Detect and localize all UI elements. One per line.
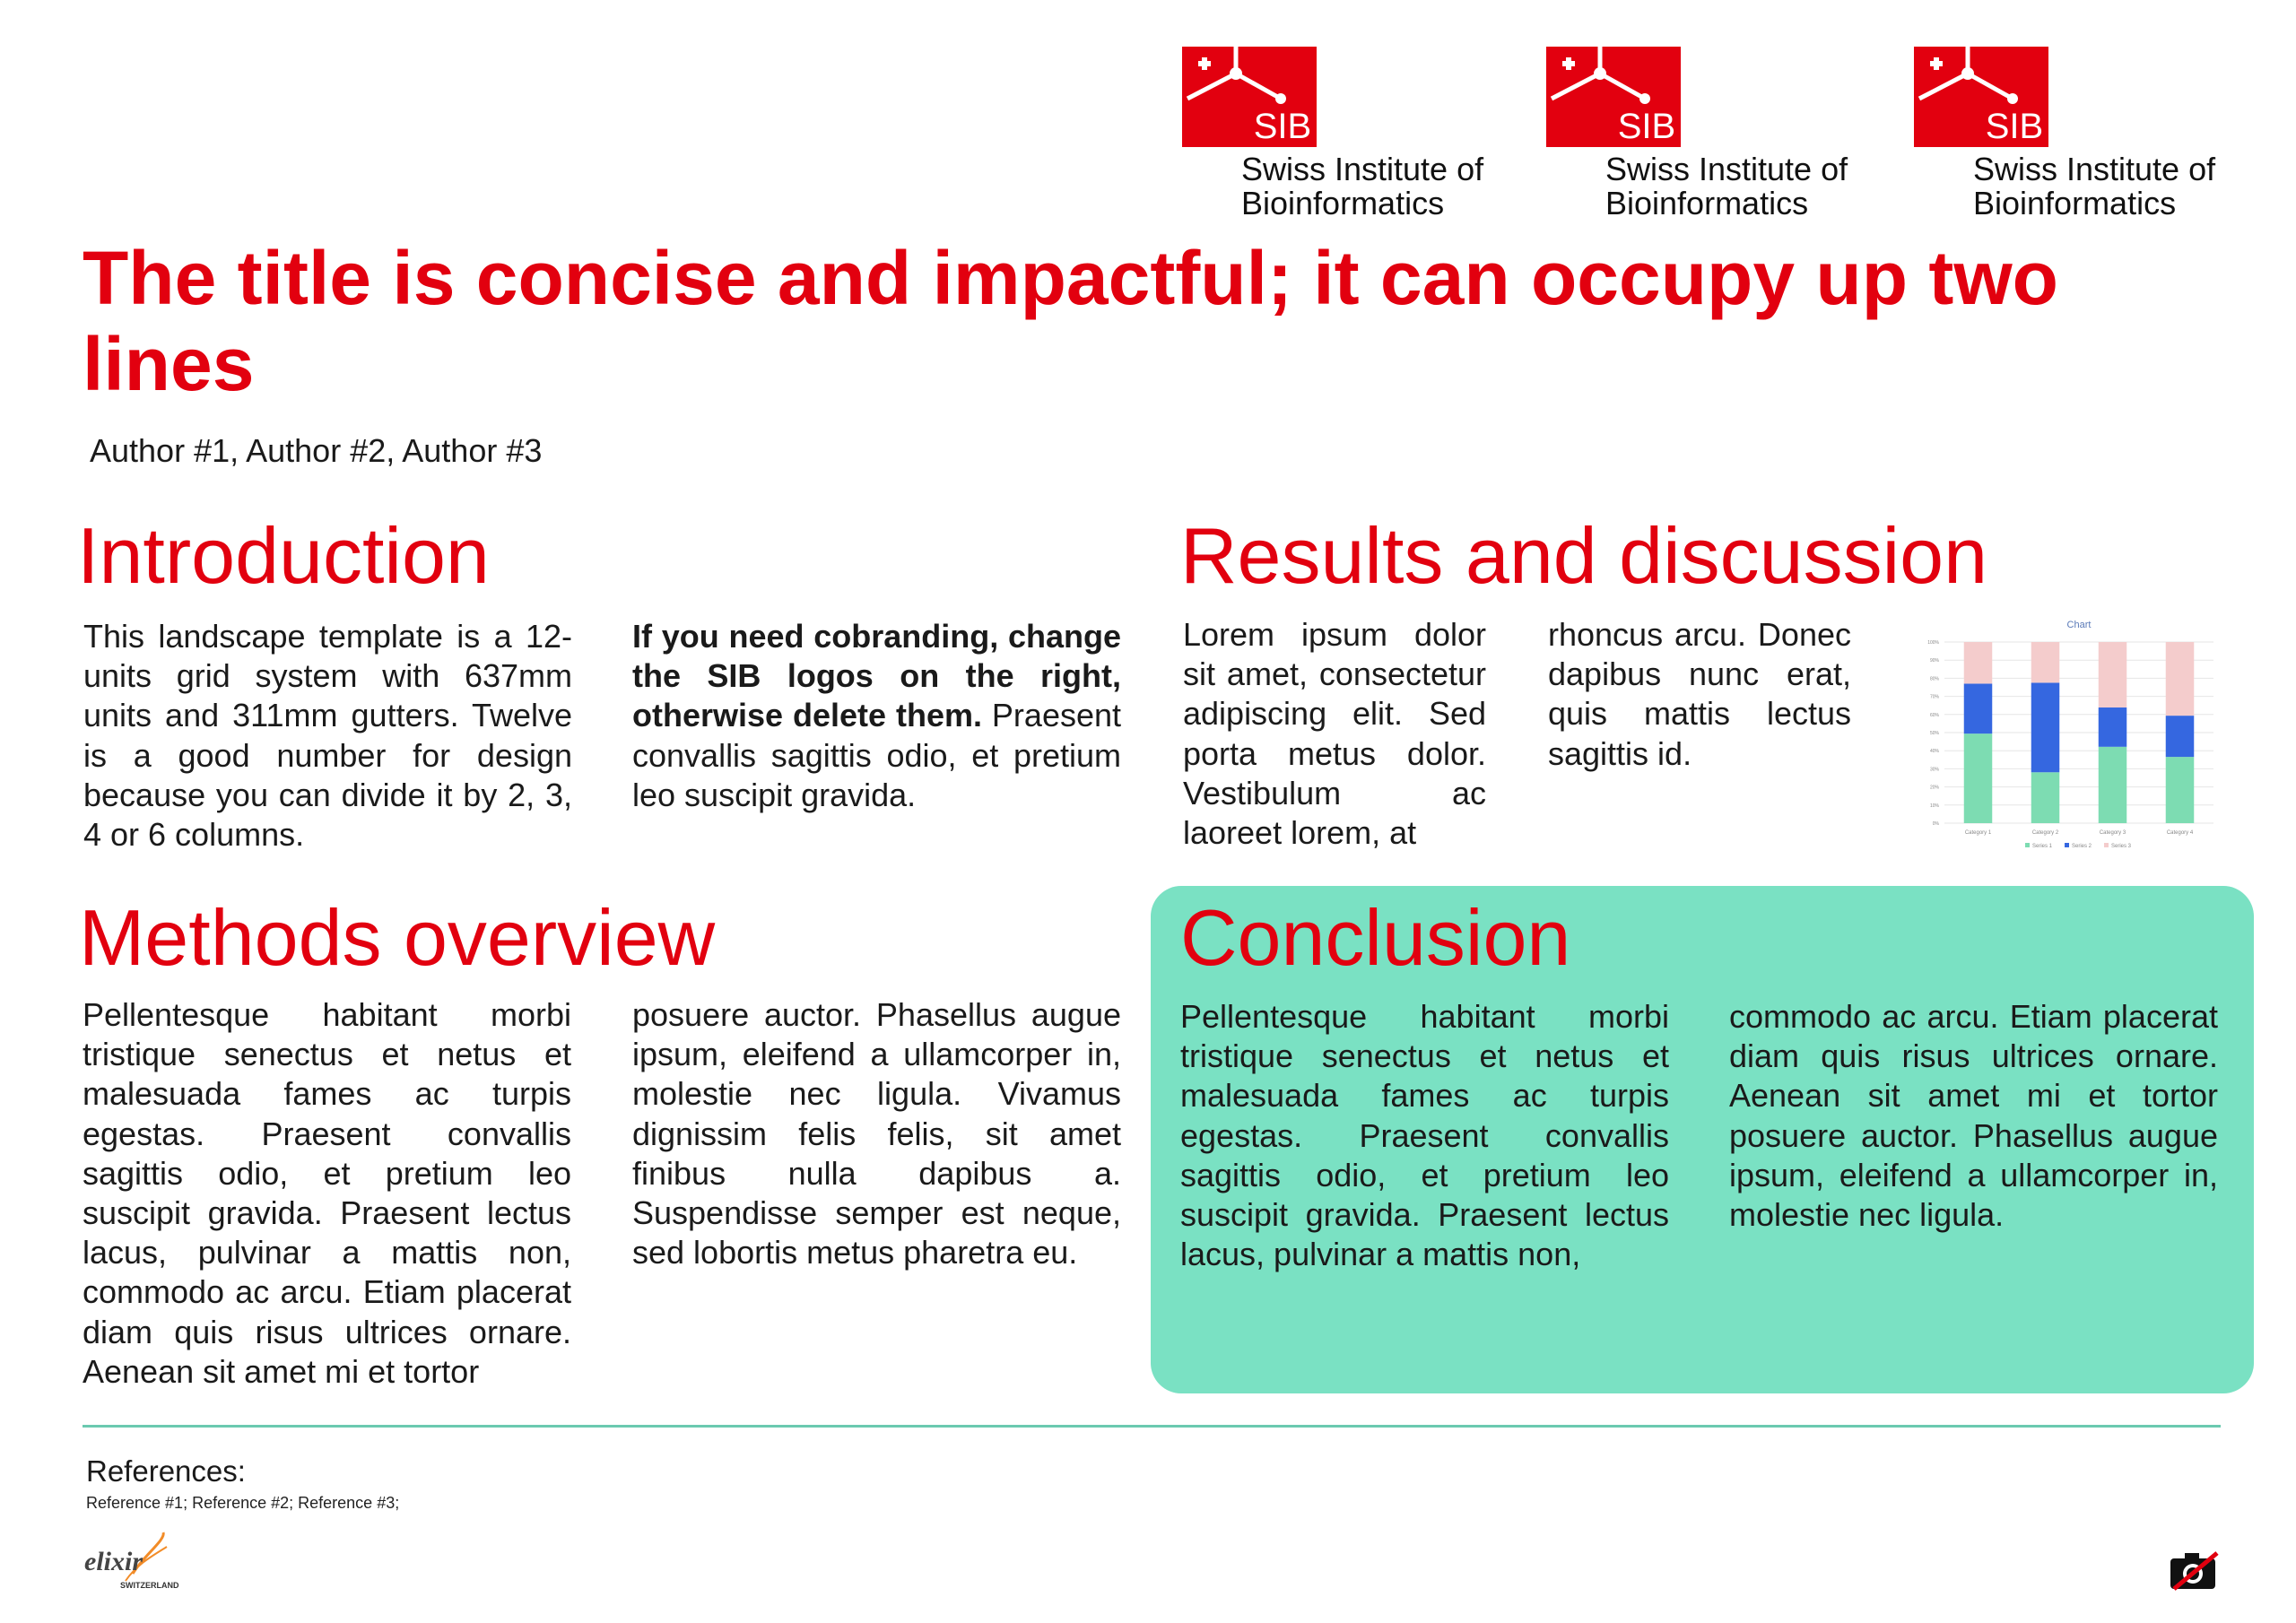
y-tick-label: 70%	[1929, 694, 1939, 700]
logo-line1: Swiss Institute of	[1973, 151, 2216, 187]
methods-heading: Methods overview	[79, 893, 716, 982]
sib-logo-3	[1914, 47, 2237, 221]
introduction-col2-text: Praesent convallis sagittis odio, et pretium leo suscipit gravida.	[632, 697, 1122, 813]
sib-logo-2	[1546, 47, 1869, 221]
svg-text:elixir: elixir	[84, 1547, 143, 1576]
bar-segment	[1964, 733, 1993, 823]
sib-logo-mark	[1182, 47, 1317, 147]
footer-divider	[83, 1425, 2221, 1428]
legend-swatch	[2025, 843, 2030, 847]
legend-swatch	[2065, 843, 2069, 847]
svg-text:SIB: SIB	[1985, 107, 2044, 146]
x-tick-label: Category 3	[2099, 830, 2126, 836]
elixir-switzerland-logo	[81, 1529, 215, 1593]
y-tick-label: 90%	[1929, 658, 1939, 664]
bar-segment	[2099, 642, 2127, 707]
bar-segment	[2166, 716, 2195, 757]
results-col2: rhoncus arcu. Donec dapibus nunc erat, quis mattis lectus sagittis id.	[1548, 616, 1851, 772]
sib-logo-mark	[1546, 47, 1681, 147]
y-tick-label: 40%	[1929, 749, 1939, 755]
legend-label: Series 3	[2111, 844, 2132, 849]
stacked-bar-chart	[1909, 615, 2219, 852]
logo-line1: Swiss Institute of	[1241, 151, 1484, 187]
chart-title: Chart	[2066, 620, 2092, 630]
poster-title: The title is concise and impactful; it can occupy up two lines	[83, 236, 2058, 406]
x-tick-label: Category 4	[2166, 830, 2194, 836]
bar-segment	[1964, 642, 1993, 683]
conclusion-col1: Pellentesque habitant morbi tristique senectus et netus et malesuada fames ac turpis egestas. Praesent convallis sagittis odio, et pretium leo suscipit gravida. Praesent lectus lacus, pulvinar a mattis non,	[1180, 998, 1669, 1273]
bar-segment	[2099, 747, 2127, 823]
introduction-heading: Introduction	[77, 511, 490, 600]
sib-logo-1	[1182, 47, 1505, 221]
svg-text:SWITZERLAND: SWITZERLAND	[120, 1581, 179, 1590]
y-tick-label: 20%	[1929, 785, 1939, 791]
results-heading: Results and discussion	[1180, 511, 1988, 600]
bar-segment	[1964, 683, 1993, 733]
references-label: References:	[86, 1454, 246, 1488]
introduction-col2	[632, 617, 1121, 815]
bar-segment	[2031, 642, 2060, 682]
bar-segment	[2166, 642, 2195, 716]
x-tick-label: Category 1	[1964, 830, 1992, 836]
logo-line1: Swiss Institute of	[1605, 151, 1848, 187]
conclusion-heading: Conclusion	[1180, 893, 1571, 982]
sib-logo-mark	[1914, 47, 2048, 147]
legend-swatch	[2104, 843, 2109, 847]
logo-line2: Bioinformatics	[1605, 185, 1809, 221]
cobranding-note: If you need cobranding, change the SIB logos on the right, otherwise delete them.	[632, 618, 1121, 734]
legend-label: Series 1	[2032, 844, 2053, 849]
bar-segment	[2099, 707, 2127, 747]
y-tick-label: 60%	[1929, 712, 1939, 718]
bar-segment	[2031, 772, 2060, 823]
no-camera-icon	[2169, 1549, 2221, 1591]
logo-line2: Bioinformatics	[1973, 185, 2177, 221]
y-tick-label: 30%	[1929, 767, 1939, 773]
conclusion-col2: commodo ac arcu. Etiam placerat diam quis risus ultrices ornare. Aenean sit amet mi et tortor posuere auctor. Phasellus augue ipsum, eleifend a ullamcorper in, molestie nec ligula.	[1729, 998, 2218, 1234]
methods-col2: posuere auctor. Phasellus augue ipsum, eleifend a ullamcorper in, molestie nec ligula. Vivamus dignissim felis felis, sit amet finibus nulla dapibus a. Suspendisse semper est neque, sed lobortis metus pharetra eu.	[632, 996, 1121, 1271]
y-tick-label: 50%	[1929, 731, 1939, 736]
author-list: Author #1, Author #2, Author #3	[90, 432, 543, 469]
methods-col1: Pellentesque habitant morbi tristique senectus et netus et malesuada fames ac turpis egestas. Praesent convallis sagittis odio, et pretium leo suscipit gravida. Praesent lectus lacus, pulvinar a mattis non, commodo ac arcu. Etiam placerat diam quis risus ultrices ornare. Aenean sit amet mi et tortor	[83, 996, 571, 1390]
results-col1: Lorem ipsum dolor sit amet, consectetur adipiscing elit. Sed porta metus dolor. Vestibulum ac laoreet lorem, at	[1183, 616, 1486, 852]
bar-segment	[2166, 757, 2195, 823]
y-tick-label: 100%	[1927, 640, 1939, 646]
svg-text:SIB: SIB	[1617, 107, 1676, 146]
x-tick-label: Category 2	[2031, 830, 2059, 836]
svg-text:SIB: SIB	[1253, 107, 1312, 146]
y-tick-label: 10%	[1929, 803, 1939, 809]
introduction-col1: This landscape template is a 12-units grid system with 637mm units and 311mm gutters. Twelve is a good number for design because you can divide it by 2, 3, 4 or 6 columns.	[83, 618, 572, 854]
legend-label: Series 2	[2072, 844, 2092, 849]
y-tick-label: 0%	[1932, 821, 1939, 827]
logo-line2: Bioinformatics	[1241, 185, 1445, 221]
bar-segment	[2031, 682, 2060, 772]
references-text: Reference #1; Reference #2; Reference #3;	[86, 1494, 400, 1512]
y-tick-label: 80%	[1929, 676, 1939, 682]
